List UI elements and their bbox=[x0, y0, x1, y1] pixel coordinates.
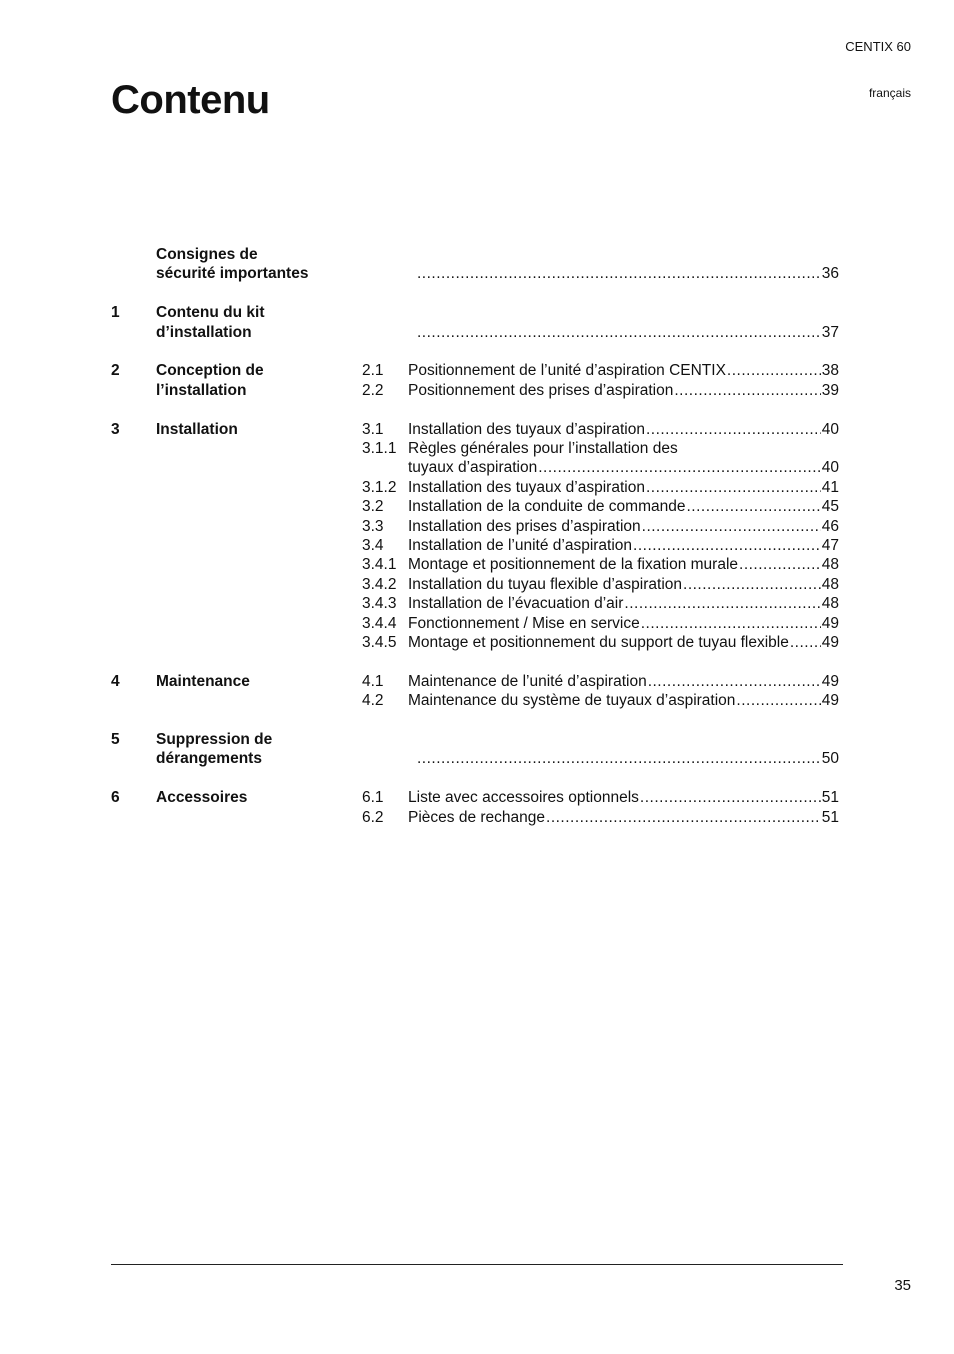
entry-page-number: 36 bbox=[821, 265, 839, 283]
page-number: 35 bbox=[894, 1277, 911, 1294]
leader-dots bbox=[727, 361, 821, 381]
leader-dots bbox=[417, 323, 821, 343]
entry-number: 6.2 bbox=[362, 808, 384, 826]
entry-page-number: 48 bbox=[821, 595, 839, 613]
entry-page-number: 49 bbox=[821, 692, 839, 710]
leader-dots bbox=[790, 633, 821, 653]
entry-number: 3.3 bbox=[362, 517, 384, 535]
section-title-line2: l’installation bbox=[156, 381, 247, 399]
entry-page-number: 51 bbox=[821, 808, 839, 826]
leader-dots bbox=[686, 497, 820, 517]
entry-page-number: 49 bbox=[821, 634, 839, 651]
leader-dots bbox=[641, 614, 821, 634]
header-language: français bbox=[868, 86, 911, 100]
entry-label: Installation de l’unité d’aspiration bbox=[408, 537, 633, 554]
entry-number: 2.2 bbox=[362, 381, 384, 399]
entry-page-number: 45 bbox=[821, 498, 839, 516]
footer-rule bbox=[111, 1264, 843, 1265]
leader-dots bbox=[739, 555, 821, 575]
leader-dots bbox=[736, 691, 820, 711]
toc-entry bbox=[408, 808, 839, 828]
section-title: Installation bbox=[156, 420, 238, 438]
toc-entry bbox=[408, 517, 839, 537]
entry-label: Installation des tuyaux d’aspiration bbox=[408, 478, 645, 496]
toc-entry bbox=[408, 458, 839, 478]
leader-dots bbox=[640, 788, 821, 808]
section-title-line2: dérangements bbox=[156, 750, 262, 768]
entry-page-number: 47 bbox=[821, 537, 839, 554]
toc-entry bbox=[416, 264, 839, 284]
entry-label: Positionnement des prises d’aspiration bbox=[408, 381, 674, 399]
toc-entry bbox=[408, 614, 839, 634]
entry-page-number: 50 bbox=[821, 750, 839, 768]
leader-dots bbox=[674, 381, 820, 401]
leader-dots bbox=[633, 536, 821, 556]
toc-entry bbox=[408, 691, 839, 711]
leader-dots bbox=[646, 420, 821, 440]
toc-entry bbox=[408, 497, 839, 517]
entry-label: Installation des tuyaux d’aspiration bbox=[408, 420, 645, 438]
toc-entry bbox=[416, 749, 839, 769]
toc-entry bbox=[408, 439, 839, 459]
entry-label: Pièces de rechange bbox=[408, 808, 546, 826]
section-title: Contenu du kit bbox=[156, 304, 265, 322]
entry-label: Maintenance de l’unité d’aspiration bbox=[408, 672, 647, 690]
toc-entry bbox=[408, 555, 839, 575]
entry-page-number: 40 bbox=[821, 459, 839, 477]
section-title-line2: sécurité importantes bbox=[156, 265, 309, 283]
header-product-name: CENTIX 60 bbox=[845, 39, 911, 54]
toc-entry bbox=[408, 361, 839, 381]
section-title: Accessoires bbox=[156, 789, 248, 807]
leader-dots bbox=[538, 458, 821, 478]
section-title: Maintenance bbox=[156, 672, 250, 690]
entry-page-number: 37 bbox=[821, 323, 839, 341]
entry-label: Installation du tuyau flexible d’aspiration bbox=[408, 575, 683, 593]
leader-dots bbox=[648, 672, 821, 692]
entry-label: Montage et positionnement du support de tuyau flexible bbox=[408, 634, 789, 651]
entry-label: Règles générales pour l’installation des bbox=[408, 440, 678, 457]
section-number: 3 bbox=[111, 420, 120, 438]
entry-number: 3.4 bbox=[362, 537, 384, 554]
entry-number: 3.1.2 bbox=[362, 478, 397, 496]
toc-entry bbox=[408, 672, 839, 692]
toc-entry bbox=[408, 575, 839, 595]
section-number: 1 bbox=[111, 304, 120, 322]
entry-page-number: 48 bbox=[821, 575, 839, 593]
toc-entry bbox=[416, 323, 839, 343]
entry-number: 3.1 bbox=[362, 420, 384, 438]
section-title-line2: d’installation bbox=[156, 323, 252, 341]
entry-page-number: 39 bbox=[821, 381, 839, 399]
entry-number: 6.1 bbox=[362, 789, 384, 807]
leader-dots bbox=[417, 264, 821, 284]
toc-entry bbox=[408, 788, 839, 808]
leader-dots bbox=[642, 517, 821, 537]
entry-page-number: 51 bbox=[821, 789, 839, 807]
toc-entry bbox=[408, 594, 839, 614]
entry-number: 3.1.1 bbox=[362, 440, 397, 457]
entry-label: Maintenance du système de tuyaux d’aspiration bbox=[408, 692, 736, 710]
section-title: Conception de bbox=[156, 362, 264, 380]
section-number: 2 bbox=[111, 362, 120, 380]
leader-dots bbox=[417, 749, 821, 769]
entry-number: 4.2 bbox=[362, 692, 384, 710]
entry-label: Liste avec accessoires optionnels bbox=[408, 789, 639, 807]
toc-entry bbox=[408, 536, 839, 556]
entry-label: Installation des prises d’aspiration bbox=[408, 517, 641, 535]
entry-page-number: 41 bbox=[821, 478, 839, 496]
section-title: Consignes de bbox=[156, 246, 258, 263]
entry-number: 4.1 bbox=[362, 672, 384, 690]
entry-page-number: 49 bbox=[821, 672, 839, 690]
toc-entry bbox=[408, 478, 839, 498]
entry-number: 3.2 bbox=[362, 498, 384, 516]
entry-page-number: 38 bbox=[821, 362, 839, 380]
entry-label: tuyaux d’aspiration bbox=[408, 459, 538, 477]
entry-label: Fonctionnement / Mise en service bbox=[408, 614, 640, 632]
entry-label: Installation de l’évacuation d’air bbox=[408, 595, 624, 613]
entry-label: Positionnement de l’unité d’aspiration CENTIX bbox=[408, 362, 726, 380]
entry-label: Installation de la conduite de commande bbox=[408, 498, 686, 516]
entry-number: 3.4.1 bbox=[362, 556, 397, 574]
leader-dots bbox=[683, 575, 821, 595]
entry-label: Montage et positionnement de la fixation murale bbox=[408, 556, 739, 574]
toc-entry bbox=[408, 420, 839, 440]
toc-entry bbox=[408, 381, 839, 401]
entry-number: 3.4.3 bbox=[362, 595, 397, 613]
section-title: Suppression de bbox=[156, 731, 273, 748]
leader-dots bbox=[624, 594, 820, 614]
page-title: Contenu bbox=[111, 78, 270, 122]
entry-page-number: 48 bbox=[821, 556, 839, 574]
entry-page-number: 49 bbox=[821, 614, 839, 632]
entry-number: 2.1 bbox=[362, 362, 384, 380]
section-number: 5 bbox=[111, 731, 120, 748]
leader-dots bbox=[546, 808, 821, 828]
leader-dots bbox=[646, 478, 821, 498]
entry-number: 3.4.5 bbox=[362, 634, 397, 651]
entry-number: 3.4.2 bbox=[362, 575, 397, 593]
entry-page-number: 46 bbox=[821, 517, 839, 535]
section-number: 4 bbox=[111, 672, 120, 690]
entry-number: 3.4.4 bbox=[362, 614, 397, 632]
toc-entry bbox=[408, 633, 839, 653]
entry-page-number: 40 bbox=[821, 420, 839, 438]
section-number: 6 bbox=[111, 789, 120, 807]
